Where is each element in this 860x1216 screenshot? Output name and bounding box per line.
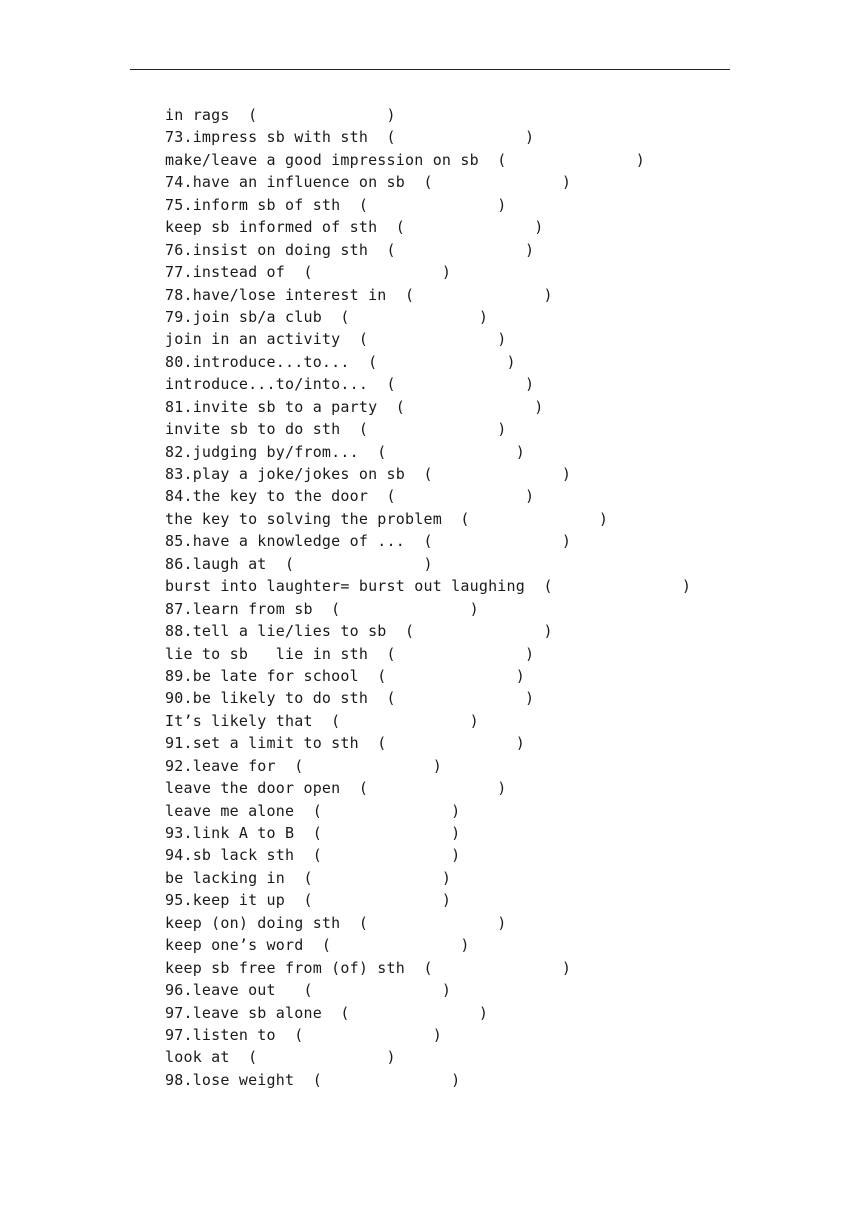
phrase-line: 77.instead of ( ) xyxy=(165,263,452,282)
phrase-line: 78.have/lose interest in ( ) xyxy=(165,285,553,304)
phrase-line: leave the door open ( ) xyxy=(165,779,507,798)
phrase-line: 95.keep it up ( ) xyxy=(165,891,452,910)
phrase-line: leave me alone ( ) xyxy=(165,801,461,820)
phrase-line: invite sb to do sth ( ) xyxy=(165,420,507,439)
phrase-line: 85.have a knowledge of ... ( ) xyxy=(165,532,572,551)
phrase-line: 81.invite sb to a party ( ) xyxy=(165,397,544,416)
phrase-line: 97.leave sb alone ( ) xyxy=(165,1003,489,1022)
phrase-line: 97.listen to ( ) xyxy=(165,1025,442,1044)
phrase-line: make/leave a good impression on sb ( ) xyxy=(165,150,645,169)
phrase-line: 93.link A to B ( ) xyxy=(165,824,461,842)
phrase-line: keep (on) doing sth ( ) xyxy=(165,913,507,932)
phrase-line: keep one’s word ( ) xyxy=(165,936,470,955)
phrase-line: 74.have an influence on sb ( ) xyxy=(165,173,572,192)
phrase-line: look at ( ) xyxy=(165,1048,396,1067)
phrase-list xyxy=(165,104,691,1091)
phrase-line: 83.play a joke/jokes on sb ( ) xyxy=(165,465,572,483)
phrase-line: 76.insist on doing sth ( ) xyxy=(165,240,535,259)
phrase-line: burst into laughter= burst out laughing ( ) xyxy=(165,577,692,596)
phrase-line: 73.impress sb with sth ( ) xyxy=(165,128,535,147)
phrase-line: 98.lose weight ( ) xyxy=(165,1070,461,1089)
phrase-line: lie to sb lie in sth ( ) xyxy=(165,644,535,663)
phrase-line: 90.be likely to do sth ( ) xyxy=(165,689,535,708)
phrase-line: keep sb free from (of) sth ( ) xyxy=(165,958,572,977)
phrase-line: 75.inform sb of sth ( ) xyxy=(165,195,507,214)
phrase-line: 89.be late for school ( ) xyxy=(165,666,525,685)
phrase-line: 84.the key to the door ( ) xyxy=(165,487,535,506)
phrase-line: be lacking in ( ) xyxy=(165,868,452,887)
phrase-line: 96.leave out ( ) xyxy=(165,981,452,1000)
phrase-line: introduce...to/into... ( ) xyxy=(165,375,535,394)
phrase-line: in rags ( ) xyxy=(165,106,396,124)
phrase-line: the key to solving the problem ( ) xyxy=(165,509,609,528)
phrase-line: 87.learn from sb ( ) xyxy=(165,599,479,618)
phrase-line: 82.judging by/from... ( ) xyxy=(165,442,525,461)
phrase-line: join in an activity ( ) xyxy=(165,330,507,349)
phrase-line: 92.leave for ( ) xyxy=(165,756,442,775)
phrase-line: keep sb informed of sth ( ) xyxy=(165,218,544,237)
phrase-line: 94.sb lack sth ( ) xyxy=(165,846,461,865)
phrase-line: 91.set a limit to sth ( ) xyxy=(165,734,525,753)
phrase-line: It’s likely that ( ) xyxy=(165,711,479,730)
phrase-line: 88.tell a lie/lies to sb ( ) xyxy=(165,622,553,641)
phrase-line: 80.introduce...to... ( ) xyxy=(165,352,516,371)
phrase-line: 79.join sb/a club ( ) xyxy=(165,307,489,326)
header-rule xyxy=(130,69,730,70)
phrase-line: 86.laugh at ( ) xyxy=(165,554,433,573)
